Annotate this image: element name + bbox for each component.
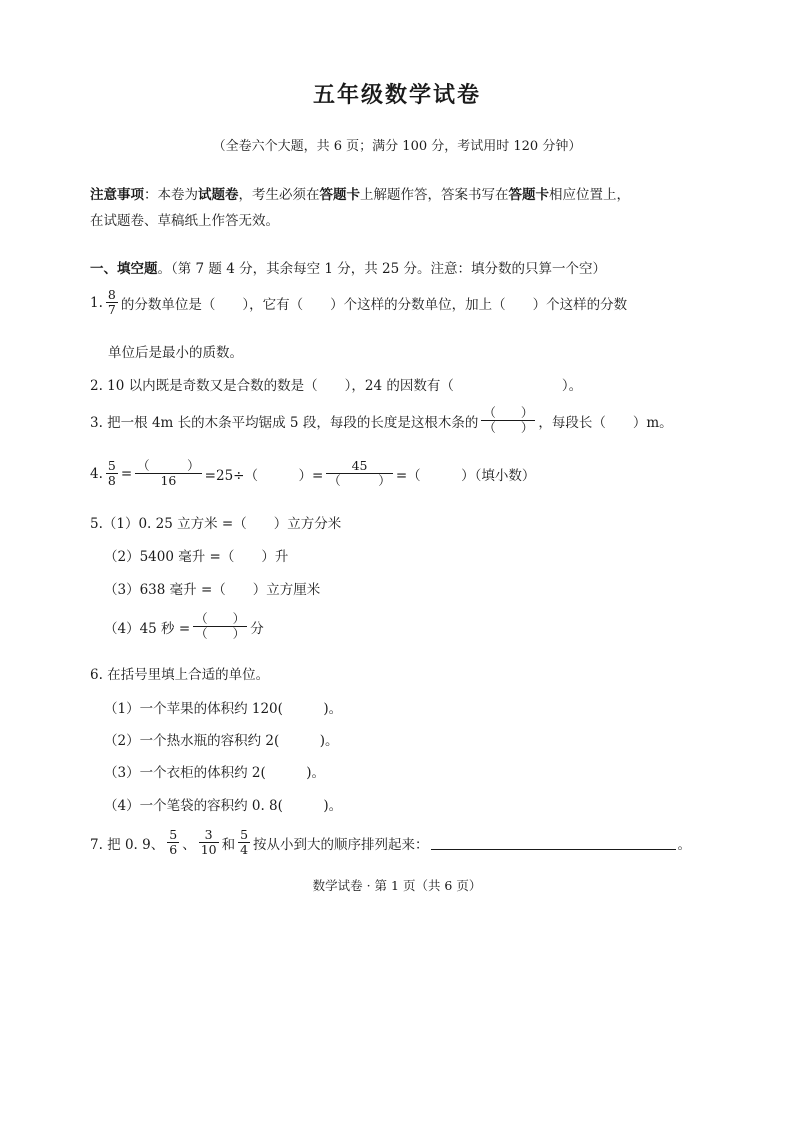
section-heading <box>90 257 606 277</box>
question-1-line-2: 单位后是最小的质数。 <box>108 345 243 361</box>
fraction <box>481 406 535 436</box>
fraction-denominator: 7 <box>107 302 116 318</box>
notice-line-2: 在试题卷、草稿纸上作答无效。 <box>90 213 279 229</box>
question-6-part-1: （1）一个苹果的体积约 120( )。 <box>104 701 343 717</box>
fraction-denominator: 10 <box>200 842 217 858</box>
question-5-part-3: （3）638 毫升 =（ ）立方厘米 <box>104 582 321 598</box>
question-5: 5.（1）0. 25 立方米 =（ ）立方分米 <box>90 516 342 532</box>
question-5-part-2: （2）5400 毫升 =（ ）升 <box>104 549 289 565</box>
page-footer: 数学试卷 · 第 1 页（共 6 页） <box>312 878 482 893</box>
section-label: 一、填空题 <box>90 261 158 277</box>
question-6: 6. 在括号里填上合适的单位。 <box>90 667 270 683</box>
fraction-denominator: 8 <box>107 473 116 489</box>
question-number: 4. <box>90 465 103 482</box>
fraction-numerator: 8 <box>107 287 116 302</box>
question-4 <box>90 459 535 489</box>
question-7 <box>90 828 691 858</box>
separator: 和 <box>221 836 236 853</box>
fraction-numerator: （ ） <box>195 611 246 626</box>
question-text: =25÷（ ）= <box>204 467 324 484</box>
fraction-denominator: （ ） <box>328 473 391 489</box>
fraction-denominator: 4 <box>240 842 249 858</box>
fraction <box>167 828 179 858</box>
notice <box>90 183 710 203</box>
answer-line[interactable] <box>431 835 676 850</box>
question-text: 的分数单位是（ ），它有（ ）个这样的分数单位，加上（ ）个这样的分数 <box>120 296 628 313</box>
notice-text: ，考生必须在 <box>238 187 320 203</box>
question-text: 3. 把一根 4m 长的木条平均锯成 5 段，每段的长度是这根木条的 <box>90 414 479 431</box>
question-3 <box>90 406 673 436</box>
question-2: 2. 10 以内既是奇数又是合数的数是（ ），24 的因数有（ ）。 <box>90 378 583 394</box>
fraction-numerator: 3 <box>204 827 213 842</box>
fraction <box>106 288 118 318</box>
exam-info: （全卷六个大题，共 6 页；满分 100 分，考试用时 120 分钟） <box>212 139 582 154</box>
notice-keyword: 试题卷 <box>198 187 239 203</box>
notice-text: ：本卷为 <box>144 187 198 203</box>
fraction-numerator: 5 <box>107 458 116 473</box>
fraction-denominator: （ ） <box>195 626 246 642</box>
question-text: 按从小到大的顺序排列起来： <box>253 836 429 853</box>
question-text: 7. 把 0. 9、 <box>90 836 165 853</box>
notice-text: 上解题作答，答案书写在 <box>360 187 509 203</box>
question-text: ，每段长（ ）m。 <box>538 414 673 431</box>
notice-label: 注意事项 <box>90 187 144 203</box>
question-text: 分 <box>250 620 264 637</box>
fraction <box>135 459 202 489</box>
section-note: 。（第 7 题 4 分，其余每空 1 分，共 25 分。注意：填分数的只算一个空） <box>157 261 607 277</box>
fraction <box>106 459 118 489</box>
question-1 <box>90 288 627 318</box>
question-number: 1. <box>90 294 103 311</box>
fraction <box>238 828 250 858</box>
equals-sign: = <box>120 465 133 482</box>
question-6-part-3: （3）一个衣柜的体积约 2( )。 <box>104 765 326 781</box>
fraction-denominator: 16 <box>160 473 177 489</box>
question-6-part-2: （2）一个热水瓶的容积约 2( )。 <box>104 733 339 749</box>
notice-keyword: 答题卡 <box>319 187 360 203</box>
question-text: （4）45 秒 = <box>104 620 191 637</box>
fraction <box>193 612 247 642</box>
fraction-numerator: 5 <box>169 827 178 842</box>
separator: 、 <box>182 836 196 853</box>
fraction-numerator: （ ） <box>137 458 200 473</box>
question-6-part-4: （4）一个笔袋的容积约 0. 8( )。 <box>104 798 343 814</box>
notice-text: 相应位置上， <box>549 187 630 203</box>
question-text: 。 <box>677 836 692 853</box>
fraction <box>199 828 219 858</box>
fraction-numerator: 5 <box>240 827 249 842</box>
notice-keyword: 答题卡 <box>508 187 549 203</box>
fraction <box>326 459 393 489</box>
question-5-part-4 <box>104 612 264 642</box>
fraction-numerator: 45 <box>351 458 368 473</box>
fraction-denominator: 6 <box>169 842 178 858</box>
question-text: =（ ）（填小数） <box>395 467 536 484</box>
page-title: 五年级数学试卷 <box>312 82 481 108</box>
fraction-denominator: （ ） <box>483 420 534 436</box>
fraction-numerator: （ ） <box>483 405 534 420</box>
